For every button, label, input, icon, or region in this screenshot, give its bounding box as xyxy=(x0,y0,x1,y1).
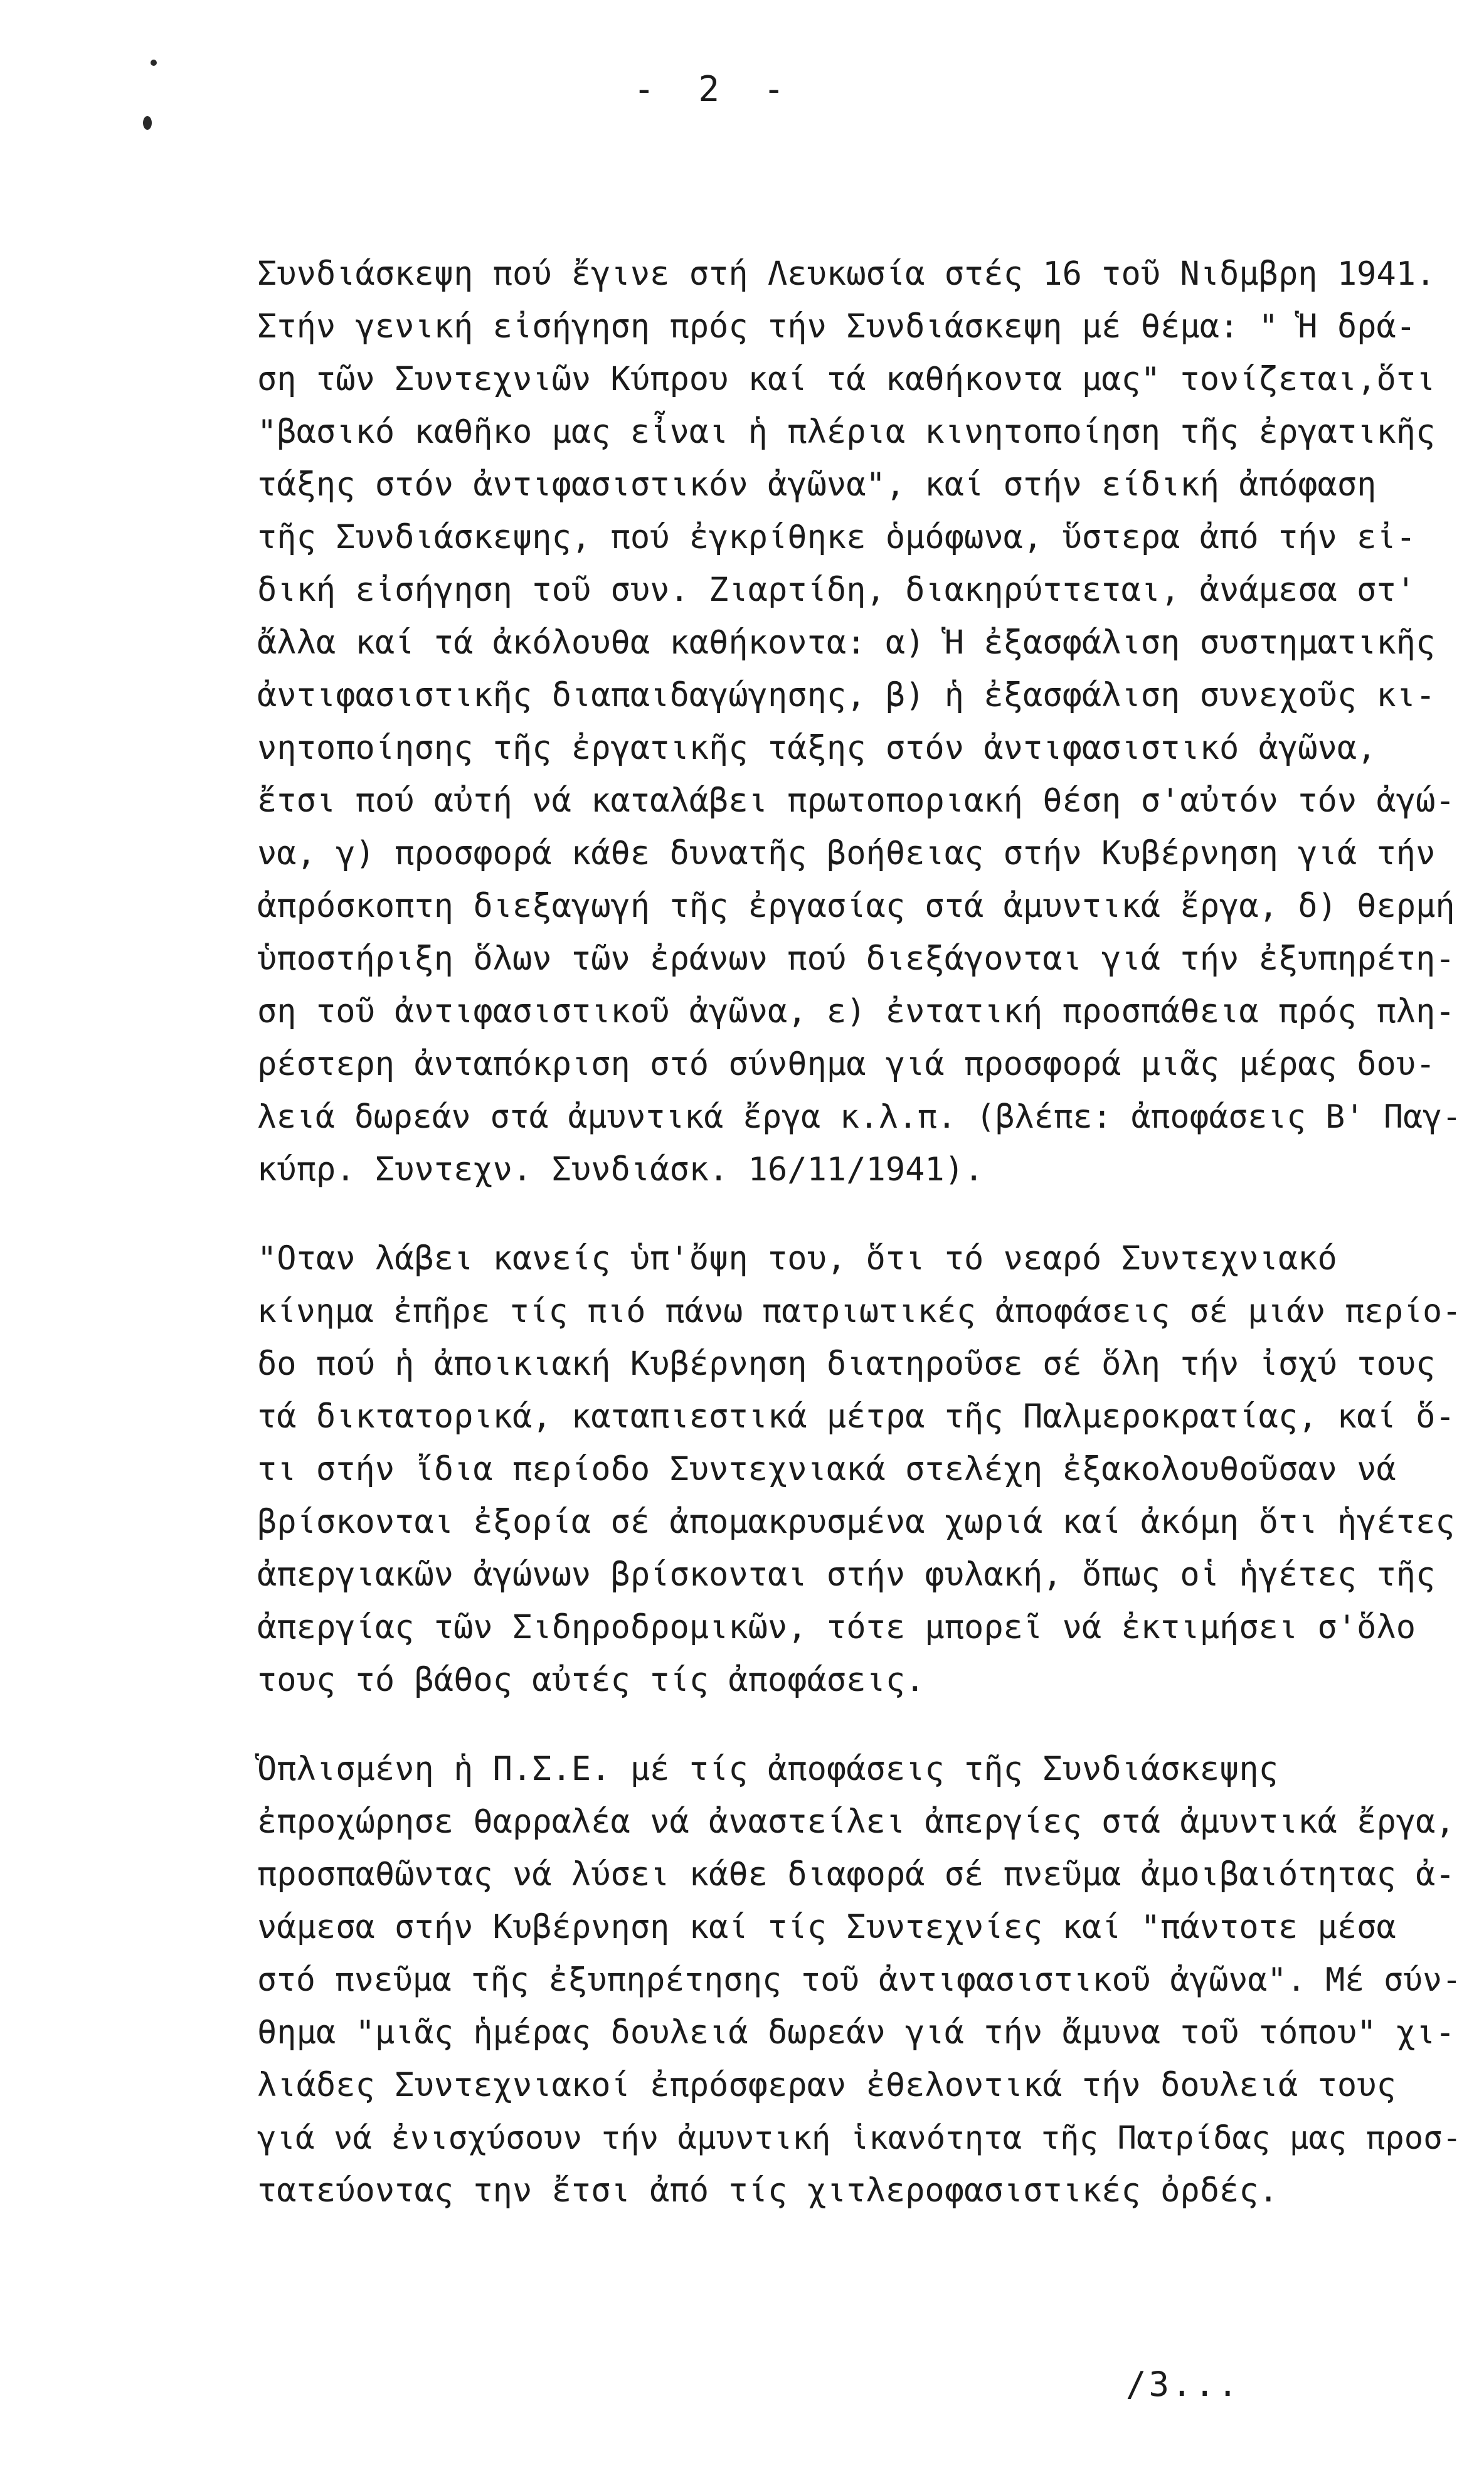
text-line: κίνημα ἐπῆρε τίς πιό πάνω πατριωτικές ἀποφάσεις σέ μιάν περίο- xyxy=(257,1293,1462,1330)
text-line: τους τό βάθος αὐτές τίς ἀποφάσεις. xyxy=(257,1661,925,1699)
text-line: νάμεσα στήν Κυβέρνηση καί τίς Συντεχνίες καί "πάντοτε μέσα xyxy=(257,1909,1396,1946)
text-line: τατεύοντας την ἔτσι ἀπό τίς χιτλεροφασιστικές ὀρδές. xyxy=(257,2172,1278,2210)
text-line: ση τῶν Συντεχνιῶν Κύπρου καί τά καθήκοντα μας" τονίζεται,ὅτι xyxy=(257,361,1436,398)
text-line: Ὁπλισμένη ἡ Π.Σ.Ε. μέ τίς ἀποφάσεις τῆς Συνδιάσκεψης xyxy=(257,1750,1278,1788)
text-line: ρέστερη ἀνταπόκριση στό σύνθημα γιά προσφορά μιᾶς μέρας δου- xyxy=(257,1046,1436,1083)
text-line: δική εἰσήγηση τοῦ συν. Ζιαρτίδη, διακηρύττεται, ἀνάμεσα στ' xyxy=(257,571,1416,609)
text-line: κύπρ. Συντεχν. Συνδιάσκ. 16/11/1941). xyxy=(257,1151,984,1189)
text-line: ἀπεργιακῶν ἀγώνων βρίσκονται στήν φυλακή, ὅπως οἱ ἡγέτες τῆς xyxy=(257,1556,1436,1594)
text-line: ἄλλα καί τά ἀκόλουθα καθήκοντα: α) Ἡ ἐξασφάλιση συστηματικῆς xyxy=(257,624,1436,662)
text-line: στό πνεῦμα τῆς ἐξυπηρέτησης τοῦ ἀντιφασιστικοῦ ἀγῶνα". Μέ σύν- xyxy=(257,1961,1462,1999)
text-line: τά δικτατορικά, καταπιεστικά μέτρα τῆς Παλμεροκρατίας, καί ὅ- xyxy=(257,1398,1455,1436)
text-line: "Οταν λάβει κανείς ὑπ'ὄψη του, ὅτι τό νεαρό Συντεχνιακό xyxy=(257,1240,1337,1278)
text-line: ἐπροχώρησε θαρραλέα νά ἀναστείλει ἀπεργίες στά ἀμυντικά ἔργα, xyxy=(257,1803,1455,1841)
text-line: "βασικό καθῆκο μας εἶναι ἡ πλέρια κινητοποίηση τῆς ἐργατικῆς xyxy=(257,413,1436,451)
text-line: γιά νά ἐνισχύσουν τήν ἀμυντική ἱκανότητα τῆς Πατρίδας μας προσ- xyxy=(257,2119,1462,2156)
page-number: - 2 - xyxy=(633,69,796,110)
paragraph xyxy=(257,1232,1468,1707)
text-line: τι στήν ἴδια περίοδο Συντεχνιακά στελέχη ἐξακολουθοῦσαν νά xyxy=(257,1451,1396,1488)
text-line: Στήν γενική εἰσήγηση πρός τήν Συνδιάσκεψη μέ θέμα: " Ἡ δρά- xyxy=(257,308,1416,346)
body-text xyxy=(257,248,1468,2217)
ink-speck-mark xyxy=(151,60,157,66)
text-line: ἔτσι πού αὐτή νά καταλάβει πρωτοποριακή θέση σ'αὐτόν τόν ἀγώ- xyxy=(257,782,1455,820)
paragraph xyxy=(257,1743,1468,2217)
text-line: βρίσκονται ἐξορία σέ ἀπομακρυσμένα χωριά καί ἀκόμη ὅτι ἡγέτες xyxy=(257,1503,1455,1541)
text-line: ἀπρόσκοπτη διεξαγωγή τῆς ἐργασίας στά ἀμυντικά ἔργα, δ) θερμή xyxy=(257,887,1455,925)
text-line: ἀπεργίας τῶν Σιδηροδρομικῶν, τότε μπορεῖ νά ἐκτιμήσει σ'ὅλο xyxy=(257,1609,1416,1646)
continuation-marker: /3... xyxy=(1126,2365,1241,2404)
text-line: δο πού ἡ ἀποικιακή Κυβέρνηση διατηροῦσε σέ ὅλη τήν ἰσχύ τους xyxy=(257,1345,1436,1383)
text-line: λειά δωρεάν στά ἀμυντικά ἔργα κ.λ.π. (βλέπε: ἀποφάσεις Β' Παγ- xyxy=(257,1098,1462,1136)
text-line: ση τοῦ ἀντιφασιστικοῦ ἀγῶνα, ε) ἐντατική προσπάθεια πρός πλη- xyxy=(257,993,1455,1030)
text-line: Συνδιάσκεψη πού ἔγινε στή Λευκωσία στές 16 τοῦ Νιδμβρη 1941. xyxy=(257,255,1436,293)
text-line: ἀντιφασιστικῆς διαπαιδαγώγησης, β) ἡ ἐξασφάλιση συνεχοῦς κι- xyxy=(257,677,1436,714)
text-line: τῆς Συνδιάσκεψης, πού ἐγκρίθηκε ὁμόφωνα, ὕστερα ἀπό τήν εἰ- xyxy=(257,519,1416,556)
text-line: νητοποίησης τῆς ἐργατικῆς τάξης στόν ἀντιφασιστικό ἀγῶνα, xyxy=(257,729,1377,767)
text-line: να, γ) προσφορά κάθε δυνατῆς βοήθειας στήν Κυβέρνηση γιά τήν xyxy=(257,835,1436,872)
ink-speck-mark xyxy=(143,116,152,130)
text-line: τάξης στόν ἀντιφασιστικόν ἀγῶνα", καί στήν είδική ἀπόφαση xyxy=(257,466,1377,504)
text-line: προσπαθῶντας νά λύσει κάθε διαφορά σέ πνεῦμα ἀμοιβαιότητας ἀ- xyxy=(257,1856,1455,1893)
paragraph xyxy=(257,248,1468,1196)
text-line: ὑποστήριξη ὅλων τῶν ἐράνων πού διεξάγονται γιά τήν ἐξυπηρέτη- xyxy=(257,940,1455,978)
text-line: λιάδες Συντεχνιακοί ἐπρόσφεραν ἐθελοντικά τήν δουλειά τους xyxy=(257,2067,1396,2104)
text-line: θημα "μιᾶς ἡμέρας δουλειά δωρεάν γιά τήν ἄμυνα τοῦ τόπου" χι- xyxy=(257,2014,1455,2052)
